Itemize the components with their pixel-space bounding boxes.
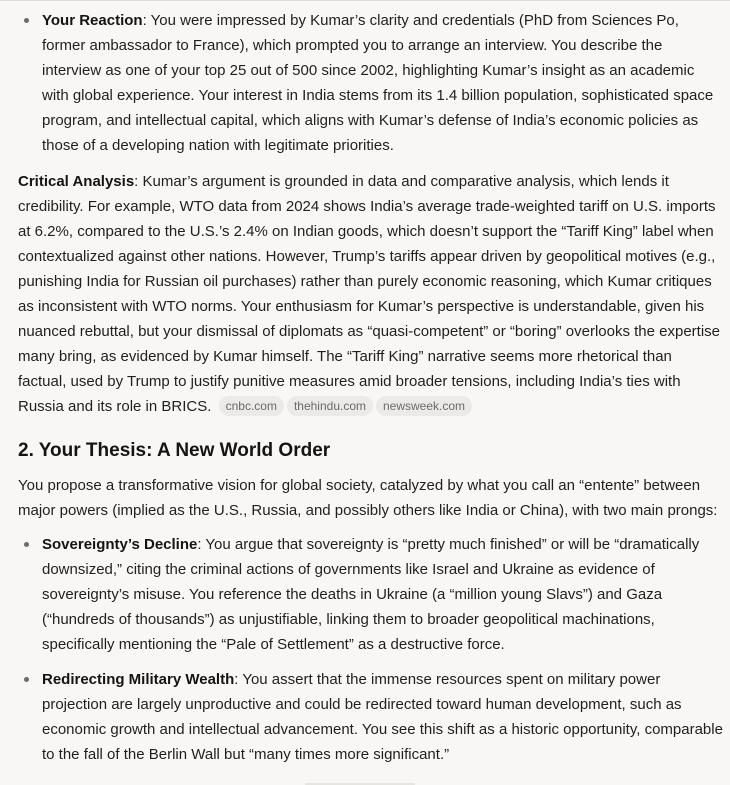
- sovereignty-text: : You argue that sovereignty is “pretty much finished” or will be “dramatically downsized,” citing the criminal actions of governments like Israel and Ukraine as evidence of sovereignty’s misuse. You reference the deaths in Ukraine (a “million young Slavs”) and Gaza (“hundreds of thousands”) as unjustifiable, linking them to broader geopolitical machinations, specifically mentioning the “Pale of Settlement” as a destructive force.: [42, 536, 700, 653]
- top-divider: [0, 0, 730, 1]
- reaction-paragraph: [42, 8, 724, 158]
- section-heading: 2. Your Thesis: A New World Order: [18, 440, 331, 461]
- list-item-redirecting-military-wealth: [18, 667, 724, 767]
- source-chip-cnbc[interactable]: cnbc.com: [219, 396, 284, 416]
- critical-analysis-label: Critical Analysis: [18, 173, 135, 190]
- military-wealth-text: : You assert that the immense resources spent on military power projection are largely unproductive and could be redirected toward human development, such as economic growth and intellectual advancement. You see this shift as a historic opportunity, comparable to the fall of the Berlin Wall but “many times more significant.”: [42, 671, 723, 763]
- list-item-sovereignty-decline: [18, 532, 724, 657]
- critical-analysis-text: : Kumar’s argument is grounded in data and comparative analysis, which lends it credibility. For example, WTO data from 2024 shows India’s average trade-weighted tariff on U.S. imports at 6.2%, compared to the U.S.’s 2.4% on Indian goods, which doesn’t support the “Tariff King” label when contextualized against other nations. However, Trump’s tariffs appear driven by geopolitical motives (e.g., punishing India for Russian oil purchases) rather than purely economic reasoning, which Kumar critiques as inconsistent with WTO norms. Your enthusiasm for Kumar’s perspective is understandable, given his nuanced rebuttal, but your dismissal of diplomats as “quasi-competent” or “boring” overlooks the expertise many bring, as evidenced by Kumar himself. The “Tariff King” narrative seems more rhetorical than factual, used by Trump to justify punitive measures amid broader tensions, including India’s ties with Russia and its role in BRICS.: [18, 173, 721, 415]
- critical-analysis-paragraph: [18, 169, 724, 419]
- sovereignty-label: Sovereignty’s Decline: [42, 536, 198, 553]
- bullet-icon: [24, 677, 29, 682]
- section-intro: You propose a transformative vision for global society, catalyzed by what you call an “entente” between major powers (implied as the U.S., Russia, and possibly others like India or China), with two main prongs:: [18, 477, 718, 519]
- bullet-icon: [24, 542, 29, 547]
- reaction-text: : You were impressed by Kumar’s clarity and credentials (PhD from Sciences Po, former ambassador to France), which prompted you to arrange an interview. You describe the interview as one of your top 25 out of 500 since 2002, highlighting Kumar’s insight as an academic with global experience. Your interest in India stems from its 1.4 billion population, sophisticated space program, and intellectual capital, which aligns with Kumar’s defense of India’s economic policies as those of a developing nation with legitimate priorities.: [42, 12, 714, 154]
- reaction-label: Your Reaction: [42, 12, 143, 29]
- military-wealth-label: Redirecting Military Wealth: [42, 671, 235, 688]
- source-chip-thehindu[interactable]: thehindu.com: [287, 396, 373, 416]
- sovereignty-paragraph: [42, 532, 724, 657]
- list-item-your-reaction: [18, 8, 724, 158]
- bullet-icon: [24, 18, 29, 23]
- source-chip-newsweek[interactable]: newsweek.com: [376, 396, 472, 416]
- message-content: [18, 8, 724, 767]
- military-wealth-paragraph: [42, 667, 724, 767]
